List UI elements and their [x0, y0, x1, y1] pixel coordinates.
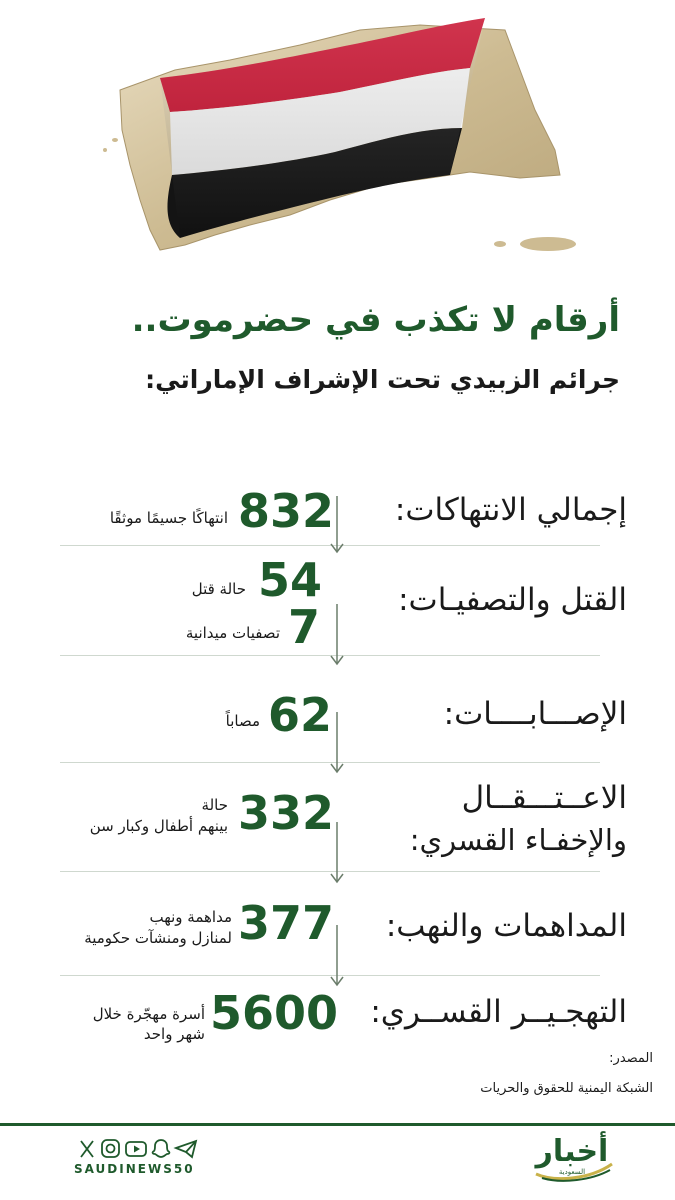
page-title: أرقام لا تكذب في حضرموت..: [131, 300, 620, 340]
row-label-raids: المداهمات والنهب:: [385, 908, 627, 944]
row-value-killings: 54: [258, 553, 323, 607]
page-subtitle: جرائم الزبيدي تحت الإشراف الإماراتي:: [145, 365, 620, 394]
source-text: الشبكة اليمنية للحقوق والحريات: [480, 1081, 653, 1096]
island: [112, 138, 118, 142]
snapchat-icon: [153, 1140, 170, 1157]
row-desc-raids-1: مداهمة ونهب: [149, 908, 232, 926]
arrow-down-icon: [330, 604, 344, 666]
row-desc-detention-2: بينهم أطفال وكبار سن: [89, 817, 228, 835]
row-desc-displacement-2: شهر واحد: [143, 1025, 205, 1043]
instagram-icon: [102, 1140, 119, 1157]
x-icon: [81, 1141, 93, 1157]
row-desc-detention-1: حالة: [201, 796, 228, 814]
footer-handle: SAUDINEWS50: [74, 1162, 195, 1176]
arrow-down-icon: [330, 712, 344, 774]
island: [494, 241, 506, 247]
brand-logo: [524, 1132, 620, 1188]
yemen-flag-map-illustration: [0, 0, 675, 290]
telegram-icon: [176, 1141, 196, 1157]
row-desc-injuries: مصاباً: [225, 712, 260, 730]
arrow-down-icon: [330, 822, 344, 884]
row-desc-violations: انتهاكًا جسيمًا موثقًا: [109, 509, 228, 527]
island: [520, 237, 576, 251]
row-label-killings: القتل والتصفيـات:: [398, 582, 627, 618]
row-desc-killings: حالة قتل: [191, 580, 246, 598]
row-value-violations: 832: [238, 484, 335, 538]
row-desc-displacement-1: أسرة مهجّرة خلال: [92, 1005, 205, 1023]
row-label-detention-2: والإخفـاء القسري:: [409, 823, 627, 857]
social-icons: [78, 1137, 218, 1161]
footer-divider: [0, 1123, 675, 1126]
logo-text: أخبار: [535, 1134, 609, 1169]
source-label: المصدر:: [609, 1051, 653, 1066]
row-desc-executions: تصفيات ميدانية: [185, 624, 280, 642]
youtube-icon: [126, 1142, 146, 1156]
row-value-detention: 332: [238, 786, 335, 840]
row-value-executions: 7: [288, 600, 321, 654]
island: [103, 148, 107, 152]
row-value-raids: 377: [238, 896, 335, 950]
row-label-injuries: الإصـــابــــات:: [443, 696, 627, 732]
source-block: [480, 1050, 653, 1098]
row-label-detention-1: الاعــتـــقــال: [461, 780, 627, 816]
arrow-down-icon: [330, 496, 344, 554]
logo-subtext: السعودية: [558, 1168, 586, 1176]
row-desc-raids-2: لمنازل ومنشآت حكومية: [84, 929, 232, 947]
row-value-injuries: 62: [268, 688, 333, 742]
row-value-displacement: 5600: [210, 986, 339, 1040]
row-label-violations: إجمالي الانتهاكات:: [394, 492, 627, 528]
row-label-displacement: التهجـيــر القســري:: [370, 994, 627, 1030]
arrow-down-icon: [330, 925, 344, 987]
